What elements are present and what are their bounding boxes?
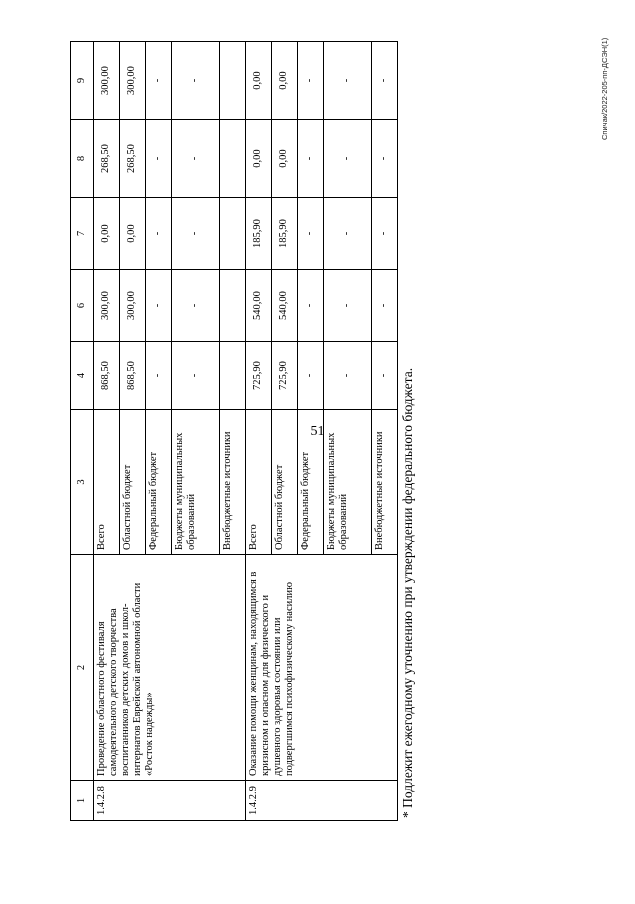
amount-cell-v6: - [172,270,220,342]
table-header-row [71,42,94,821]
amount-cell-v9: - [172,42,220,120]
amount-cell-v9: - [324,42,372,120]
amount-cell-v6: - [372,270,398,342]
funding-source-cell: Федеральный бюджет [298,410,324,555]
header-cell: 7 [71,198,94,270]
amount-cell-v8: 0,00 [246,120,272,198]
amount-cell-v7: 185,90 [272,198,298,270]
header-cell: 9 [71,42,94,120]
amount-cell-v8: - [172,120,220,198]
activity-code-cell: 1.4.2.8 [94,781,246,821]
amount-cell-v4 [220,342,246,410]
amount-cell-v7: 0,00 [94,198,120,270]
funding-source-cell: Федеральный бюджет [146,410,172,555]
amount-cell-v7: - [298,198,324,270]
table-row [246,42,272,821]
funding-source-cell: Бюджеты муниципальных образований [324,410,372,555]
funding-source-cell: Бюджеты муниципальных образований [172,410,220,555]
table-row [94,42,120,821]
amount-cell-v6: 540,00 [246,270,272,342]
document-id: Спичак/2022-205-пп-ДСЭН(1) [600,37,609,140]
activity-name-cell: Проведение областного фестиваля самодеятельного детского творчества воспитанников детских домов и школ-интернатов Еврейской автономной области «Росток надежды» [94,555,246,781]
amount-cell-v4: 868,50 [94,342,120,410]
header-cell: 3 [71,410,94,555]
amount-cell-v4: - [324,342,372,410]
header-cell: 4 [71,342,94,410]
amount-cell-v7: - [172,198,220,270]
funding-source-cell: Внебюджетные источники [372,410,398,555]
amount-cell-v7: - [324,198,372,270]
amount-cell-v4: - [172,342,220,410]
activity-code-cell: 1.4.2.9 [246,781,398,821]
amount-cell-v9: 300,00 [120,42,146,120]
funding-source-cell: Всего [246,410,272,555]
amount-cell-v7: 0,00 [120,198,146,270]
amount-cell-v9: - [372,42,398,120]
amount-cell-v9 [220,42,246,120]
funding-source-cell: Областной бюджет [120,410,146,555]
funding-source-cell: Внебюджетные источники [220,410,246,555]
amount-cell-v8: - [324,120,372,198]
amount-cell-v9: 0,00 [246,42,272,120]
header-cell: 6 [71,270,94,342]
amount-cell-v6: 300,00 [94,270,120,342]
program-activities-table [70,41,398,821]
amount-cell-v6: - [146,270,172,342]
amount-cell-v6: - [324,270,372,342]
amount-cell-v4: 725,90 [272,342,298,410]
funding-source-cell: Областной бюджет [272,410,298,555]
amount-cell-v8 [220,120,246,198]
amount-cell-v4: 868,50 [120,342,146,410]
amount-cell-v6: - [298,270,324,342]
footnote: * Подлежит ежегодному уточнению при утверждении федерального бюджета. [400,367,415,818]
amount-cell-v4: - [372,342,398,410]
amount-cell-v7: 185,90 [246,198,272,270]
header-cell: 8 [71,120,94,198]
amount-cell-v9: 0,00 [272,42,298,120]
amount-cell-v7: - [372,198,398,270]
funding-source-cell: Всего [94,410,120,555]
amount-cell-v6: 300,00 [120,270,146,342]
amount-cell-v7 [220,198,246,270]
amount-cell-v8: 268,50 [94,120,120,198]
header-cell: 1 [71,781,94,821]
amount-cell-v7: - [146,198,172,270]
amount-cell-v8: - [372,120,398,198]
amount-cell-v8: 0,00 [272,120,298,198]
program-table-frame [70,42,388,821]
activity-name-cell: Оказание помощи женщинам, находящимся в кризисном и опасном для физического и душевного здоровья состоянии или подвергшимся психофизическому насилию [246,555,398,781]
amount-cell-v4: - [298,342,324,410]
amount-cell-v9: - [146,42,172,120]
amount-cell-v6: 540,00 [272,270,298,342]
amount-cell-v8: - [298,120,324,198]
amount-cell-v4: - [146,342,172,410]
header-cell: 2 [71,555,94,781]
page-number: 51 [310,424,325,439]
amount-cell-v4: 725,90 [246,342,272,410]
amount-cell-v8: 268,50 [120,120,146,198]
amount-cell-v8: - [146,120,172,198]
amount-cell-v9: 300,00 [94,42,120,120]
amount-cell-v6 [220,270,246,342]
amount-cell-v9: - [298,42,324,120]
